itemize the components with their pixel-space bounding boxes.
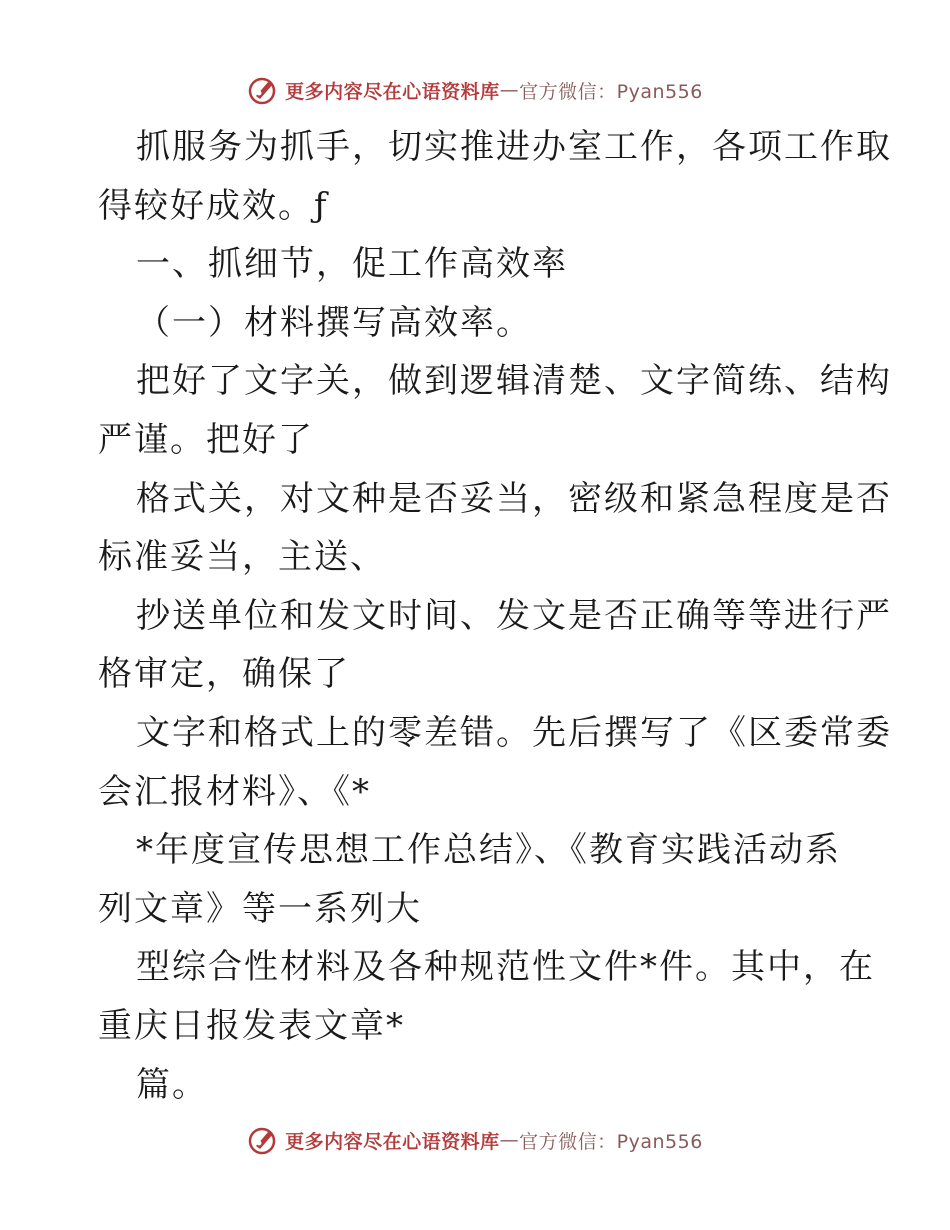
body-text-line: 一、抓细节，促工作高效率 xyxy=(136,244,568,285)
body-text-line: 抓服务为抓手，切实推进办室工作，各项工作取 xyxy=(136,127,892,167)
body-text-line: （一）材料撰写高效率。 xyxy=(136,302,532,343)
pen-circle-logo-icon xyxy=(247,74,279,106)
body-text-line: 把好了文字关，做到逻辑清楚、文字简练、结构 xyxy=(136,361,892,402)
body-text-line: 文字和格式上的零差错。先后撰写了《区委常委 xyxy=(136,712,892,753)
body-text-line: 格式关，对文种是否妥当，密级和紧急程度是否 xyxy=(136,478,892,519)
body-text-line: 列文章》等一系列大 xyxy=(98,888,422,929)
footer-banner xyxy=(0,1120,950,1160)
body-text-line: 格审定，确保了 xyxy=(98,654,350,695)
banner-dash: — xyxy=(499,1129,520,1151)
body-text-line: 重庆日报发表文章* xyxy=(98,1005,405,1046)
banner-wechat: 官方微信：Pyan556 xyxy=(519,1130,703,1153)
body-text-line: 篇。 xyxy=(136,1064,208,1105)
body-text-line: *年度宣传思想工作总结》、《教育实践活动系 xyxy=(136,830,841,871)
header-banner xyxy=(0,70,950,110)
banner-wechat: 官方微信：Pyan556 xyxy=(519,80,703,103)
banner-dash: — xyxy=(499,79,520,101)
body-text-line: 型综合性材料及各种规范性文件*件。其中，在 xyxy=(136,947,875,988)
pen-circle-logo-icon xyxy=(247,1124,279,1156)
body-text-line: 严谨。把好了 xyxy=(98,419,314,460)
banner-title: 更多内容尽在心语资料库 xyxy=(285,80,500,103)
body-text-line: 抄送单位和发文时间、发文是否正确等等进行严 xyxy=(136,595,892,636)
banner-title: 更多内容尽在心语资料库 xyxy=(285,1130,500,1153)
document-body xyxy=(98,118,892,1114)
body-text-line: 标准妥当，主送、 xyxy=(98,537,386,578)
body-text-line: 会汇报材料》、《* xyxy=(98,771,371,812)
body-text-line: 得较好成效。ƒ xyxy=(98,185,329,226)
